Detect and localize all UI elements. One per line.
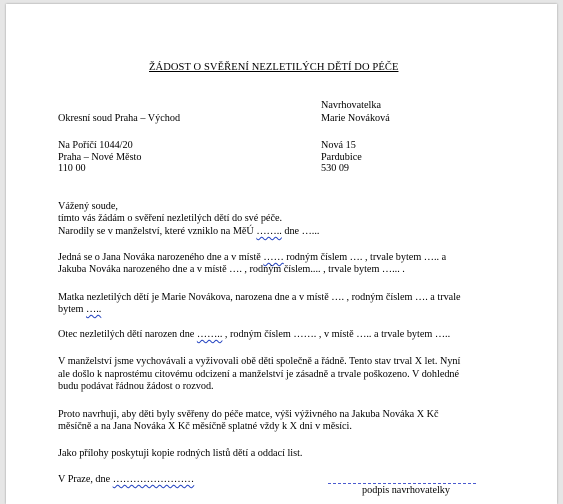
plaintiff-label: Navrhovatelka [321, 100, 381, 111]
body-line-1: tímto vás žádám o svěření nezletilých dětí do své péče. [58, 213, 283, 224]
paragraph-marriage-line-2: ale došlo k naprostému citovému odcizení a manželství je zásadně a trvale poškozeno. V dohledné [58, 369, 460, 380]
signature-label: podpis navrhovatelky [362, 485, 450, 496]
paragraph-children-line-2: Jakuba Nováka narozeného dne a v místě …. , rodným číslem.... , trvale bytem …... . [58, 264, 405, 275]
court-street: Na Poříčí 1044/20 [58, 140, 133, 151]
paragraph-children-line-1: Jedná se o Jana Nováka narozeného dne a v místě …… rodným číslem …. , trvale bytem ….. a [58, 252, 447, 263]
court-name: Okresní soud Praha – Východ [58, 113, 181, 124]
paragraph-mother-line-1: Matka nezletilých dětí je Marie Novákova, narozena dne a v místě …. , rodným číslem …. a trvale [58, 292, 461, 303]
signature-line [328, 483, 476, 484]
place-date: V Praze, dne …………………… [58, 474, 195, 485]
paragraph-marriage-line-3: budu podávat řádnou žádost o rozvod. [58, 381, 214, 392]
plaintiff-street: Nová 15 [321, 140, 356, 151]
plaintiff-zip: 530 09 [321, 163, 350, 174]
salutation: Vážený soude, [58, 201, 118, 212]
attachments-line: Jako přílohy poskytuji kopie rodných listů dětí a oddací list. [58, 448, 303, 459]
paragraph-proposal-line-2: měsíčně a na Jana Nováka X Kč měsíčně splatné vždy k X dni v měsíci. [58, 421, 352, 432]
document-page [6, 4, 557, 504]
paragraph-mother-line-2: bytem ….. [58, 304, 102, 315]
court-zip: 110 00 [58, 163, 86, 174]
body-line-2: Narodily se v manželství, které vzniklo na MěÚ …….. dne …... [58, 226, 320, 237]
plaintiff-name: Marie Nováková [321, 113, 390, 124]
paragraph-marriage-line-1: V manželství jsme vychovávali a vyživovali obě děti společně a řádně. Tento stav trval X let. Nyní [58, 356, 461, 367]
document-title: ŽÁDOST O SVĚŘENÍ NEZLETILÝCH DĚTÍ DO PÉČE [149, 62, 399, 73]
paragraph-father: Otec nezletilých dětí narozen dne …….. , rodným číslem ……. , v místě ….. a trvale bytem ….. [58, 329, 451, 340]
plaintiff-city: Pardubice [321, 152, 362, 163]
court-city: Praha – Nové Město [58, 152, 142, 163]
paragraph-proposal-line-1: Proto navrhuji, aby děti byly svěřeny do péče matce, výši výživného na Jakuba Nováka X Kč [58, 409, 439, 420]
